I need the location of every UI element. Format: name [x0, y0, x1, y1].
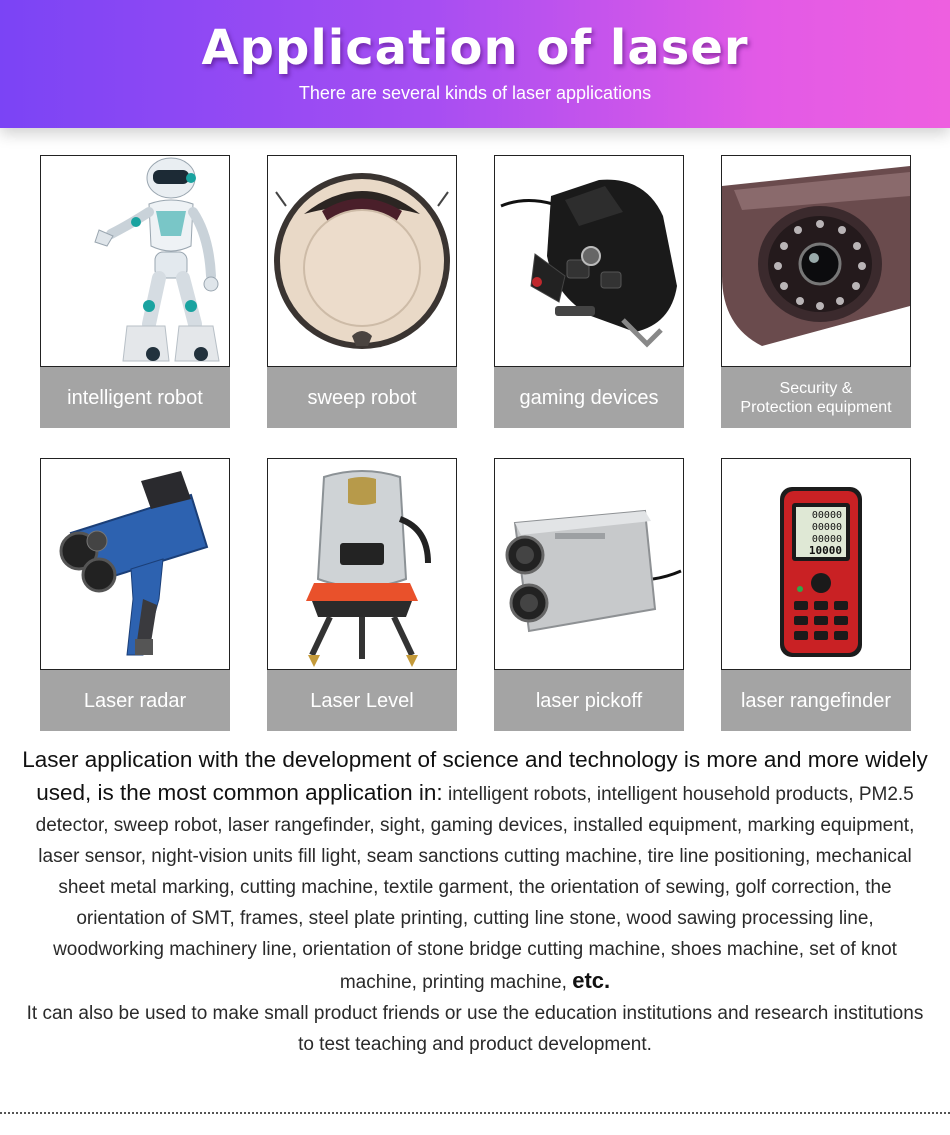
description	[20, 744, 930, 1060]
readout-2: 00000	[811, 522, 842, 533]
card-laser-pickoff	[494, 458, 684, 731]
card-sweep-robot	[267, 155, 457, 428]
vacuum-icon	[268, 156, 456, 366]
header-banner	[0, 0, 950, 128]
photo-sweep-robot	[267, 155, 457, 367]
description-closing: It can also be used to make small product friends or use the education institutions and research institutions to test teaching and product development.	[26, 1003, 924, 1055]
photo-laser-radar	[40, 458, 230, 670]
camera-icon	[722, 156, 910, 366]
photo-laser-rangefinder	[721, 458, 911, 670]
description-paragraph	[20, 744, 930, 998]
readout-4: 10000	[808, 544, 842, 557]
radar-gun-icon	[41, 459, 229, 669]
rangefinder-icon	[722, 459, 910, 669]
label-laser-radar: Laser radar	[40, 670, 230, 731]
description-lead: Laser application with the development of science and technology is more and more widely used, is the most common application in:	[22, 747, 928, 805]
label-laser-rangefinder: laser rangefinder	[721, 670, 911, 731]
photo-laser-pickoff	[494, 458, 684, 670]
card-gaming-devices	[494, 155, 684, 428]
label-intelligent-robot: intelligent robot	[40, 367, 230, 428]
label-laser-pickoff: laser pickoff	[494, 670, 684, 731]
description-etc: etc.	[572, 968, 611, 993]
card-security-protection	[721, 155, 911, 428]
page-subtitle: There are several kinds of laser applications	[298, 83, 652, 103]
photo-intelligent-robot	[40, 155, 230, 367]
page-title: Application of laser	[201, 20, 749, 76]
label-security-protection: Security & Protection equipment	[721, 367, 911, 428]
readout-1: 00000	[811, 510, 842, 521]
photo-laser-level	[267, 458, 457, 670]
photo-gaming-devices	[494, 155, 684, 367]
label-laser-level: Laser Level	[267, 670, 457, 731]
mouse-icon	[495, 156, 683, 366]
robot-icon	[41, 156, 229, 366]
sensor-module-icon	[495, 459, 683, 669]
label-sweep-robot: sweep robot	[267, 367, 457, 428]
dotted-divider	[0, 1112, 950, 1114]
card-laser-radar	[40, 458, 230, 731]
readout-3: 00000	[811, 534, 842, 545]
card-laser-level	[267, 458, 457, 731]
laser-level-icon	[268, 459, 456, 669]
card-intelligent-robot	[40, 155, 230, 428]
card-laser-rangefinder	[721, 458, 911, 731]
label-gaming-devices: gaming devices	[494, 367, 684, 428]
description-body: intelligent robots, intelligent household products, PM2.5 detector, sweep robot, laser rangefinder, sight, gaming devices, installed equipment, marking equipment, laser sensor, night-vision units fill light, seam sanctions cutting machine, tire line positioning, mechanical sheet metal marking, cutting machine, textile garment, the orientation of sewing, golf correction, the orientation of SMT, frames, steel plate printing, cutting line stone, wood sawing processing line, woodworking machinery line, orientation of stone bridge cutting machine, shoes machine, set of knot machine, printing machine,	[35, 784, 915, 993]
photo-security-protection	[721, 155, 911, 367]
